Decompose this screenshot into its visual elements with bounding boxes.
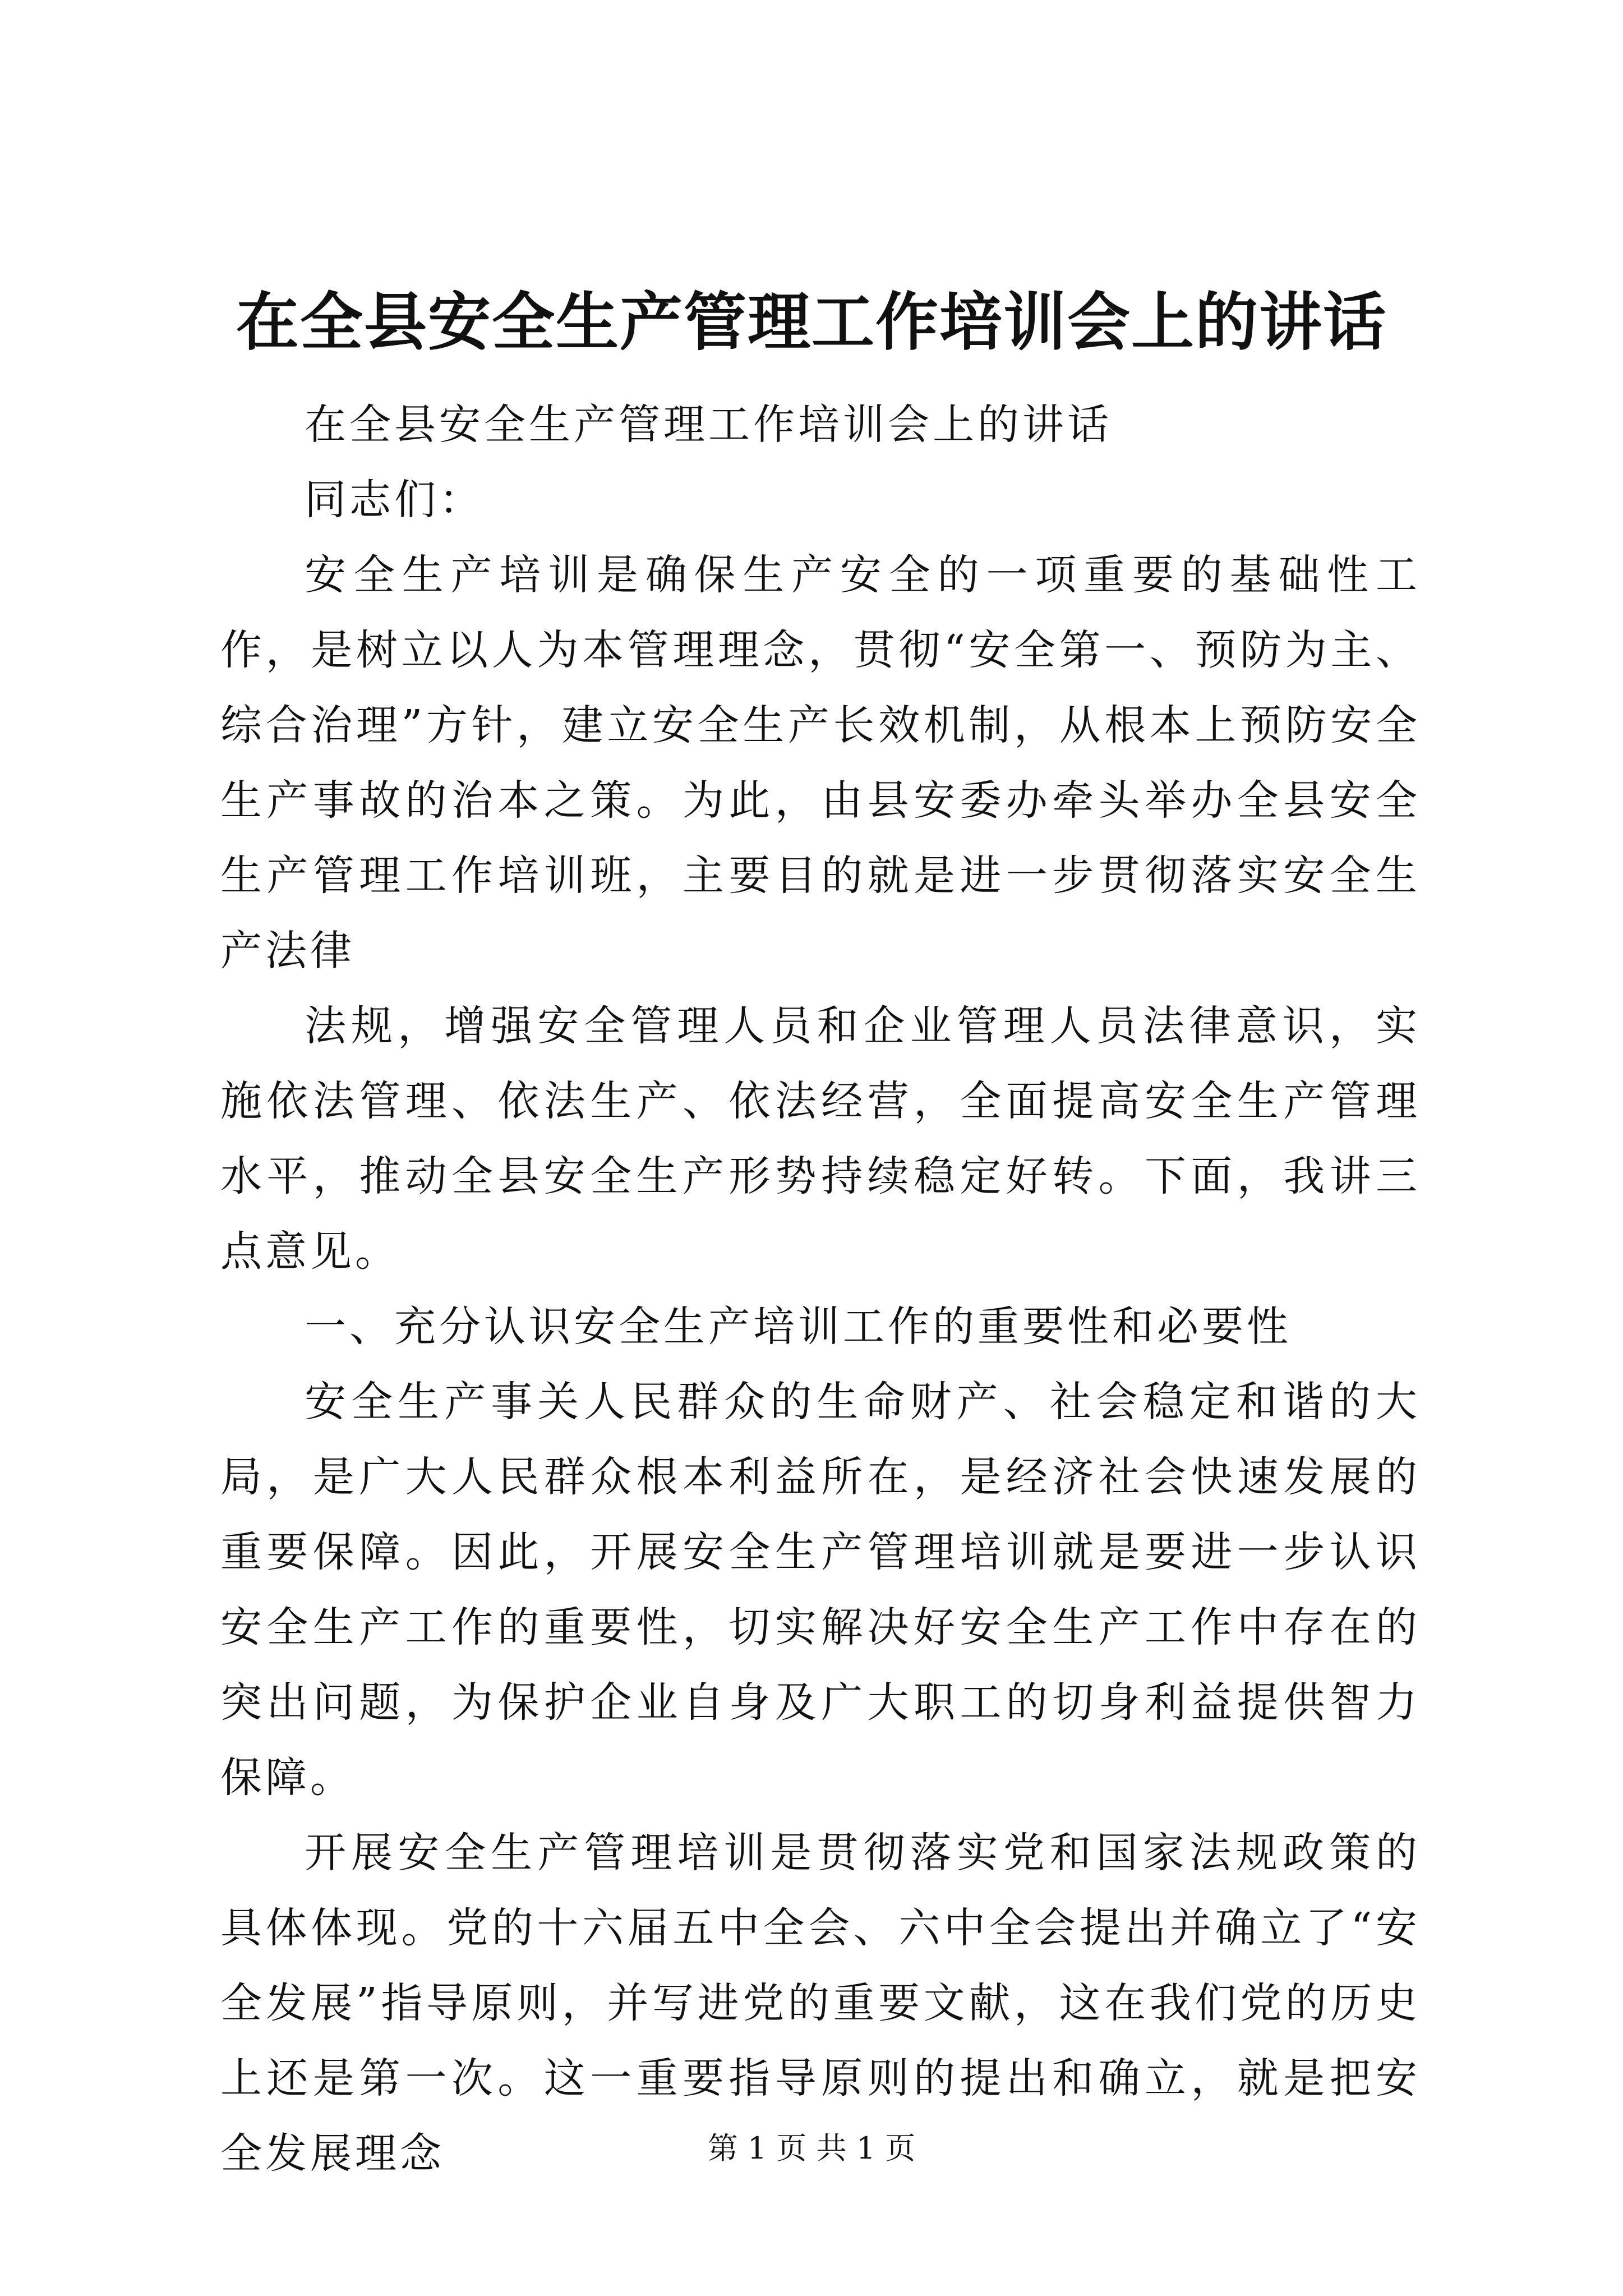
paragraph: 开展安全生产管理培训是贯彻落实党和国家法规政策的具体体现。党的十六届五中全会、六中全会提出并确立了“安全发展”指导原则，并写进党的重要文献，这在我们党的历史上还是第一次。这一重要指导原则的提出和确立，就是把安全发展理念 — [220, 1829, 1421, 2178]
paragraph-subtitle: 在全县安全生产管理工作培训会上的讲话 — [305, 401, 1112, 449]
document-title: 在全县安全生产管理工作培训会上的讲话 — [236, 286, 1387, 359]
section-heading: 一、充分认识安全生产培训工作的重要性和必要性 — [305, 1303, 1292, 1351]
document-body — [220, 387, 1421, 2191]
paragraph: 安全生产事关人民群众的生命财产、社会稳定和谐的大局，是广大人民群众根本利益所在，是经济社会快速发展的重要保障。因此，开展安全生产管理培训就是要进一步认识安全生产工作的重要性，切实解决好安全生产工作中存在的突出问题，为保护企业自身及广大职工的切身利益提供智力保障。 — [220, 1378, 1421, 1802]
paragraph-salutation: 同志们： — [305, 476, 484, 524]
page-footer: 第 1 页 共 1 页 — [707, 2131, 916, 2166]
paragraph: 安全生产培训是确保生产安全的一项重要的基础性工作，是树立以人为本管理理念，贯彻“安全第一、预防为主、综合治理”方针，建立安全生产长效机制，从根本上预防安全生产事故的治本之策。为此，由县安委办牵头举办全县安全生产管理工作培训班，主要目的就是进一步贯彻落实安全生产法律 — [220, 551, 1421, 975]
paragraph: 法规，增强安全管理人员和企业管理人员法律意识，实施依法管理、依法生产、依法经营，全面提高安全生产管理水平，推动全县安全生产形势持续稳定好转。下面，我讲三点意见。 — [220, 1002, 1421, 1276]
